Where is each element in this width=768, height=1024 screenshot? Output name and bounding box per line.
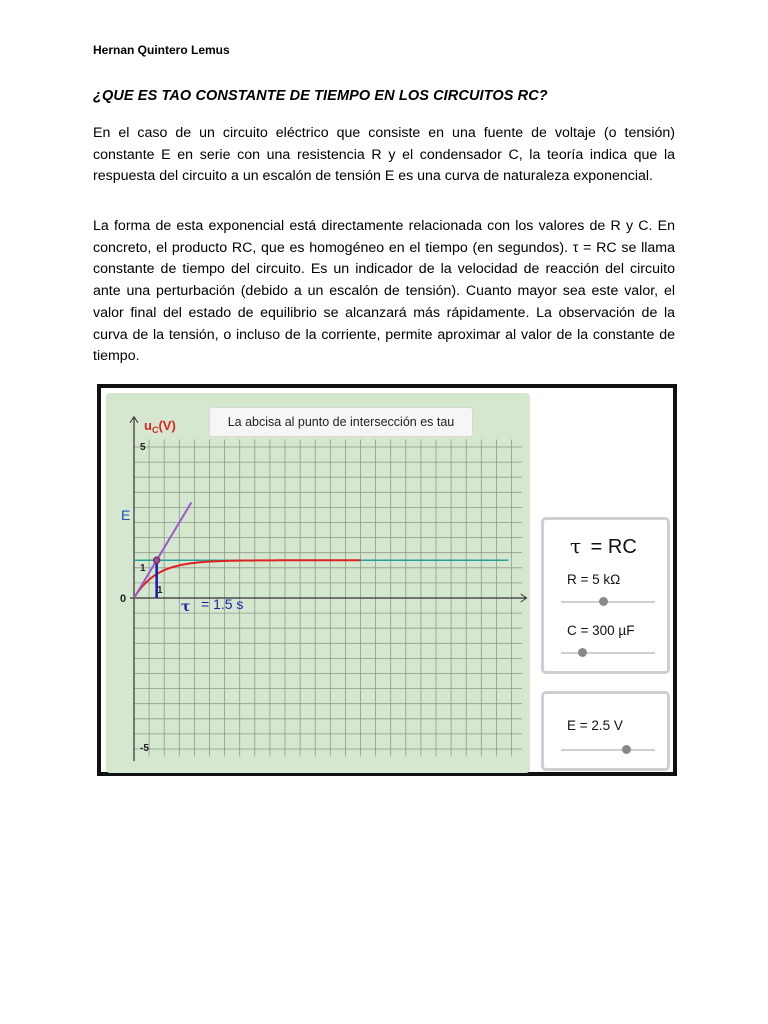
- resistance-slider[interactable]: [561, 601, 655, 603]
- charge-curve: [134, 560, 361, 598]
- tau-value-label: = 1.5 s: [201, 596, 244, 612]
- capacitance-slider-handle[interactable]: [578, 648, 587, 657]
- page-title: ¿QUE ES TAO CONSTANTE DE TIEMPO EN LOS CIRCUITOS RC?: [93, 88, 548, 104]
- tau-symbol: τ: [570, 534, 582, 558]
- plot-caption: La abcisa al punto de intersección es tau: [209, 407, 473, 437]
- rc-chart: [106, 393, 530, 773]
- tau-formula: [570, 534, 637, 559]
- resistance-label: R = 5 kΩ: [567, 572, 621, 587]
- capacitance-label: C = 300 µF: [567, 623, 635, 638]
- author-name: Hernan Quintero Lemus: [93, 43, 230, 57]
- paragraph-1: En el caso de un circuito eléctrico que consiste en una fuente de voltaje (o tensión) constante E en serie con una resistencia R y el condensador C, la teoría indica que la respuesta del circuito a un escalón de tensión E es una curva de naturaleza exponencial.: [93, 125, 675, 185]
- chart-series: [134, 502, 508, 598]
- tau-symbol-label: τ: [181, 599, 191, 615]
- formula-rhs: = RC: [590, 536, 637, 558]
- resistance-slider-handle[interactable]: [599, 597, 608, 606]
- rc-simulation-figure: [97, 384, 677, 776]
- voltage-panel: [541, 691, 670, 771]
- tick-label-neg5: -5: [140, 743, 149, 754]
- voltage-slider[interactable]: [561, 749, 655, 751]
- voltage-label: E = 2.5 V: [567, 718, 623, 733]
- intersection-point: [153, 557, 159, 563]
- e-level-label: E: [121, 507, 131, 523]
- tick-label-1-x: 1: [157, 585, 163, 596]
- rc-parameters-panel: [541, 517, 670, 674]
- tangent-line: [134, 502, 191, 598]
- voltage-slider-handle[interactable]: [622, 745, 631, 754]
- chart-axes: [130, 417, 527, 761]
- origin-label: 0: [120, 593, 127, 605]
- tick-label-1: 1: [140, 563, 146, 574]
- capacitance-slider[interactable]: [561, 652, 655, 654]
- plot-panel: [106, 393, 530, 773]
- tick-label-5: 5: [140, 442, 146, 453]
- y-axis-label: $u_C(V)$: [144, 418, 176, 435]
- paragraph-2: La forma de esta exponencial está directamente relacionada con los valores de R y C. En concreto, el producto RC, que es homogéneo en el tiempo (en segundos). τ = RC se llama constante de tiempo del circuito. Es un indicador de la velocidad de reacción del circuito ante una perturbación (debido a un escalón de tensión). Cuanto mayor sea este valor, el valor final del estado de equilibrio se alcanzará más rápidamente. La observación de la curva de la tensión, o incluso de la corriente, permite aproximar al valor de la constante de tiempo.: [93, 218, 675, 365]
